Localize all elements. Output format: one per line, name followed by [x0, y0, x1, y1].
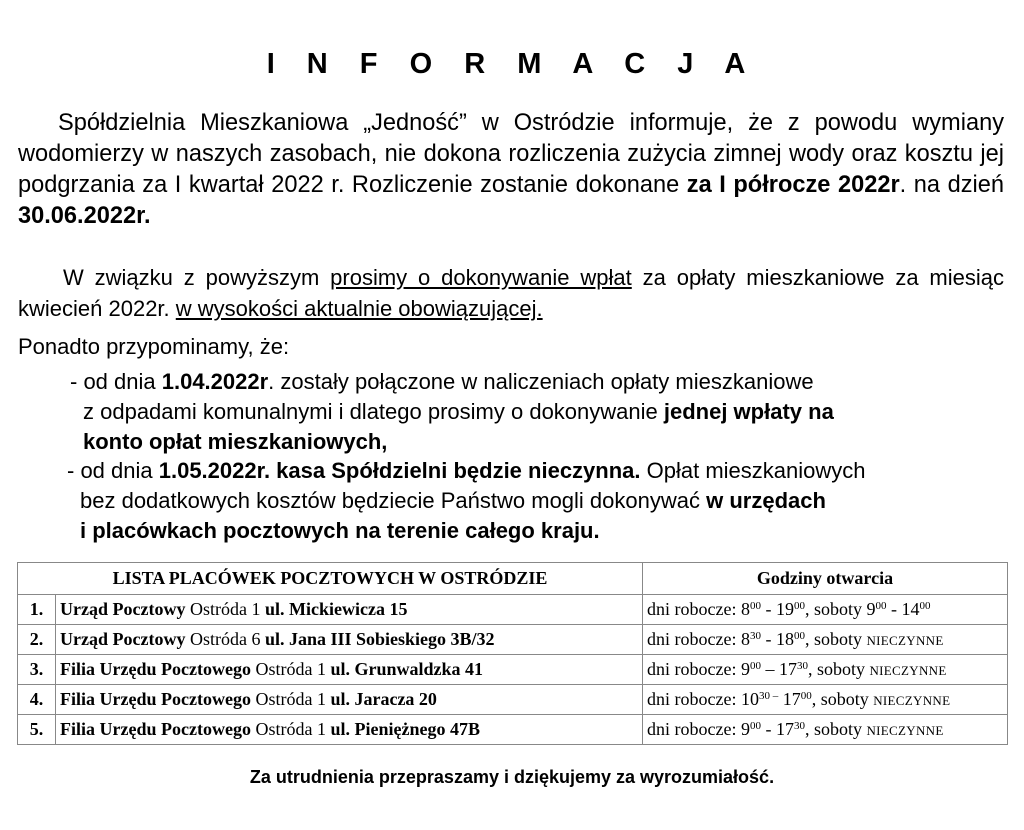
row-number: 4. [18, 685, 56, 715]
hours-closed: NIECZYNNE [873, 693, 951, 708]
footer-note: Za utrudnienia przepraszamy i dziękujemy za wyrozumiałość. [249, 767, 775, 787]
row-number: 5. [18, 715, 56, 745]
hours-sup: 00 [749, 600, 761, 612]
bullet1-line3 [70, 427, 1004, 457]
hours-sup: 30 [796, 660, 808, 672]
hours-sup: 00 [793, 630, 805, 642]
p2-underline-1: prosimy o dokonywanie wpłat [330, 265, 632, 290]
hours-weekday: dni robocze: 9 [647, 659, 750, 679]
table-body [18, 595, 1008, 745]
bullet-cashier-closed [67, 456, 1004, 546]
bullet2-line1 [67, 456, 1004, 486]
hours-weekday: dni robocze: 8 [647, 629, 750, 649]
table-header-hours: Godziny otwarcia [643, 563, 1008, 595]
hours-mid: – 17 [760, 659, 797, 679]
p1-bold-date: 30.06.2022r. [18, 203, 151, 229]
table-row [18, 715, 1008, 745]
post-office-number: Ostróda 6 [185, 629, 265, 649]
bullet2-line2 [67, 486, 1004, 516]
p2-underline-2: w wysokości aktualnie obowiązującej. [175, 296, 543, 321]
post-office-address: ul. Mickiewicza 15 [264, 599, 408, 619]
hours-saturday: , soboty [804, 719, 867, 739]
post-office-type: Urząd Pocztowy [60, 629, 186, 649]
post-office-cell [56, 715, 643, 745]
table-row [18, 685, 1008, 715]
bullet1-line2-text: z odpadami komunalnymi i dlatego prosimy o dokonywanie [83, 399, 664, 424]
paragraph-payments [18, 262, 1004, 324]
hours-saturday: , soboty [807, 659, 870, 679]
opening-hours-cell [643, 625, 1008, 655]
post-office-type: Filia Urzędu Pocztowego [60, 659, 251, 679]
hours-sup: 30 [793, 720, 805, 732]
bullet2-line3 [67, 516, 1004, 546]
post-office-number: Ostróda 1 [185, 599, 265, 619]
table-row [18, 595, 1008, 625]
paragraph-announcement [18, 108, 1004, 232]
post-office-cell [56, 595, 643, 625]
post-offices-table [17, 562, 1008, 745]
post-office-number: Ostróda 1 [250, 719, 331, 739]
hours-mid: - 17 [760, 719, 794, 739]
paragraph-reminder: Ponadto przypominamy, że: [18, 334, 290, 359]
hours-saturday: , soboty 9 [804, 599, 876, 619]
post-office-type: Filia Urzędu Pocztowego [60, 719, 251, 739]
hours-weekday: dni robocze: 10 [647, 689, 759, 709]
bullet1-date: 1.04.2022r [161, 369, 269, 394]
bullet2-line2-bold: w urzędach [706, 488, 826, 513]
bullet2-prefix: - od dnia [67, 458, 159, 483]
post-office-address: ul. Jana III Sobieskiego 3B/32 [264, 629, 495, 649]
bullet1-line3-bold: konto opłat mieszkaniowych, [83, 429, 388, 454]
table-header-row [18, 563, 1008, 595]
hours-saturday: , soboty [811, 689, 874, 709]
opening-hours-cell [643, 595, 1008, 625]
post-office-number: Ostróda 1 [250, 689, 331, 709]
post-office-type: Filia Urzędu Pocztowego [60, 689, 251, 709]
hours-saturday: , soboty [804, 629, 867, 649]
bullet2-line1-rest: Opłat mieszkaniowych [640, 458, 866, 483]
post-office-cell [56, 625, 643, 655]
row-number: 3. [18, 655, 56, 685]
bullet1-line1 [70, 367, 1004, 397]
post-office-address: ul. Grunwaldzka 41 [330, 659, 483, 679]
post-office-address: ul. Pieniężnego 47B [330, 719, 480, 739]
row-number: 1. [18, 595, 56, 625]
hours-closed: NIECZYNNE [869, 663, 947, 678]
row-number: 2. [18, 625, 56, 655]
p1-bold-period: za I półrocze 2022r [686, 172, 900, 198]
hours-dash: - 14 [886, 599, 920, 619]
post-office-number: Ostróda 1 [250, 659, 331, 679]
post-office-cell [56, 685, 643, 715]
hours-mid: - 18 [760, 629, 794, 649]
hours-sup: 00 [793, 600, 805, 612]
hours-weekday: dni robocze: 9 [647, 719, 750, 739]
hours-sup: 00 [800, 690, 812, 702]
hours-mid: 17 [778, 689, 801, 709]
bullet2-line2-text: bez dodatkowych kosztów będziecie Państwo mogli dokonywać [80, 488, 707, 513]
hours-sup: 30 – [758, 690, 779, 702]
hours-sup: 00 [749, 720, 761, 732]
hours-sup: 00 [749, 660, 761, 672]
post-office-cell [56, 655, 643, 685]
post-office-type: Urząd Pocztowy [60, 599, 186, 619]
hours-closed: NIECZYNNE [866, 633, 944, 648]
bullet2-line3-bold: i placówkach pocztowych na terenie całego kraju. [80, 518, 600, 543]
hours-mid: - 19 [760, 599, 794, 619]
hours-weekday: dni robocze: 8 [647, 599, 750, 619]
hours-sup: 00 [919, 600, 931, 612]
table-row [18, 625, 1008, 655]
p1-text-1: Spółdzielnia Mieszkaniowa „Jedność” w Ostródzie informuje, że z powodu wymiany wodomierzy w naszych zasobach, nie dokona rozliczenia zużycia zimnej wody oraz kosztu jej podgrzania za I kwartał 2022 r. Rozliczenie zostanie dokonane [18, 110, 1004, 198]
p1-text-2: . na dzień [899, 172, 1004, 198]
table-row [18, 655, 1008, 685]
hours-closed: NIECZYNNE [866, 723, 944, 738]
hours-sup: 00 [875, 600, 887, 612]
opening-hours-cell [643, 655, 1008, 685]
bullet-waste-fees [70, 367, 1004, 457]
p2-text-1: W związku z powyższym [63, 265, 331, 290]
p2-text-2: za opłaty mieszkaniowe za miesiąc kwiecień 2022r. [18, 265, 1004, 321]
hours-sup: 30 [749, 630, 761, 642]
table-header-list: LISTA PLACÓWEK POCZTOWYCH W OSTRÓDZIE [18, 563, 643, 595]
bullet2-bold: 1.05.2022r. kasa Spółdzielni będzie nieczynna. [158, 458, 641, 483]
bullet1-line1-rest: . zostały połączone w naliczeniach opłaty mieszkaniowe [268, 369, 814, 394]
bullet1-prefix: - od dnia [70, 369, 162, 394]
bullet1-line2-bold: jednej wpłaty na [663, 399, 834, 424]
page-title: I N F O R M A C J A [266, 48, 758, 80]
bullet1-line2 [70, 397, 1004, 427]
opening-hours-cell [643, 715, 1008, 745]
opening-hours-cell [643, 685, 1008, 715]
post-office-address: ul. Jaracza 20 [330, 689, 437, 709]
